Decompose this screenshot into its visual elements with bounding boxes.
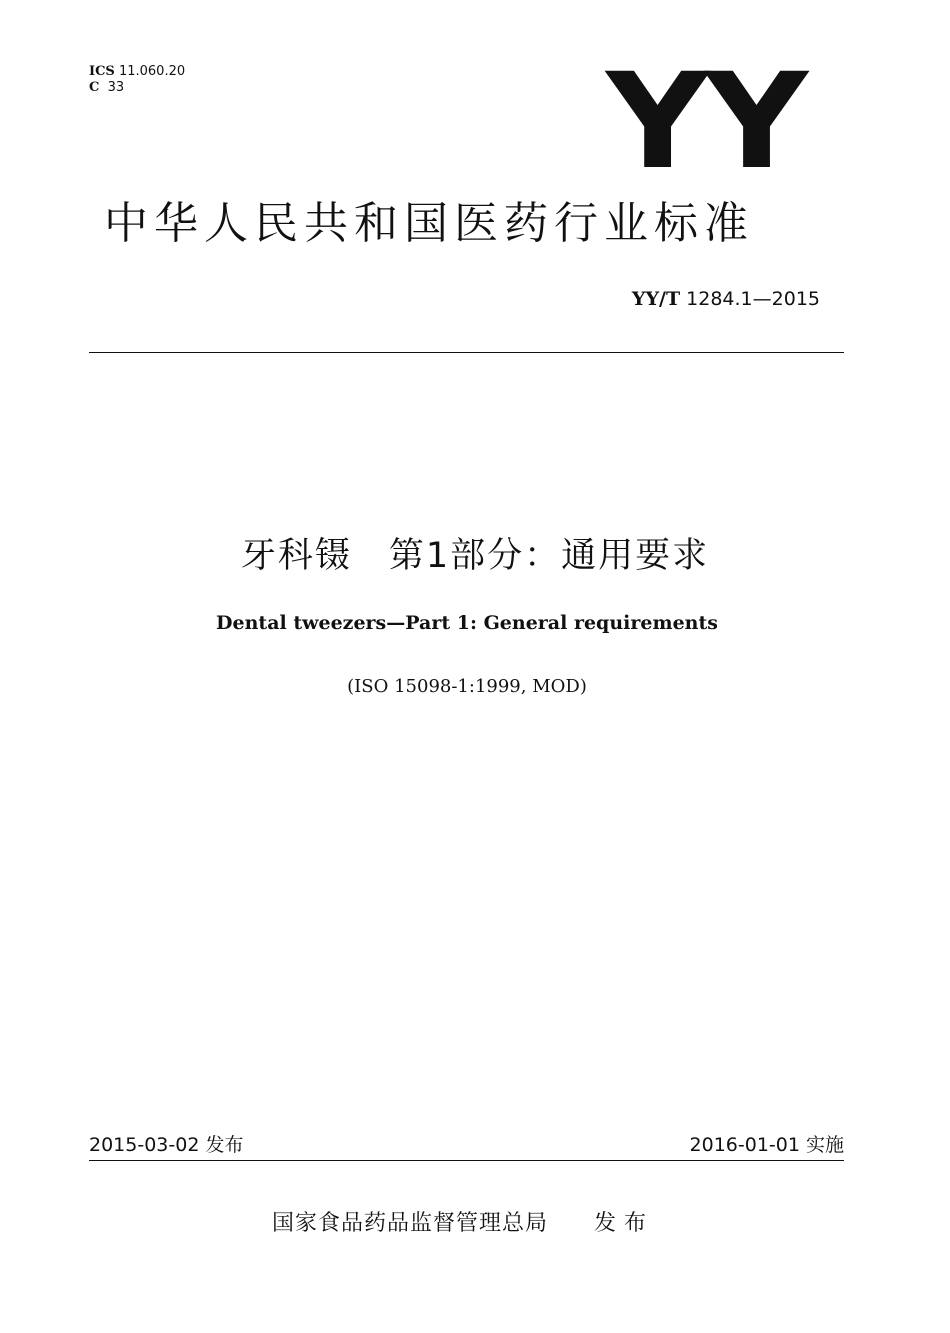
ics-prefix: ICS	[89, 64, 115, 79]
document-title-english: Dental tweezers—Part 1: General requirements	[216, 612, 718, 634]
organization-title: 中华人民共和国医药行业标准	[104, 198, 754, 249]
ics-code: 11.060.20	[118, 64, 186, 79]
standard-prefix: YY/T	[631, 288, 681, 310]
iso-adoption-note: (ISO 15098-1:1999, MOD)	[347, 676, 587, 697]
yy-logo: YY	[606, 45, 804, 199]
top-divider	[89, 352, 844, 353]
classification-block	[89, 64, 185, 96]
ics-line	[89, 64, 185, 80]
ccs-code: 33	[107, 80, 125, 95]
issue-date: 2015-03-02 发布	[89, 1134, 244, 1156]
ccs-line	[89, 80, 185, 96]
standard-code	[632, 288, 820, 310]
ccs-prefix: C	[89, 80, 100, 95]
bottom-divider	[89, 1160, 844, 1161]
effective-date: 2016-01-01 实施	[689, 1134, 844, 1156]
issuing-authority: 国家食品药品监督管理总局	[272, 1211, 549, 1236]
standard-number: 1284.1—2015	[686, 288, 820, 310]
document-title-chinese: 牙科镊 第1部分：通用要求	[240, 536, 710, 576]
issuer-line	[272, 1206, 654, 1237]
issue-label: 发布	[594, 1211, 655, 1236]
